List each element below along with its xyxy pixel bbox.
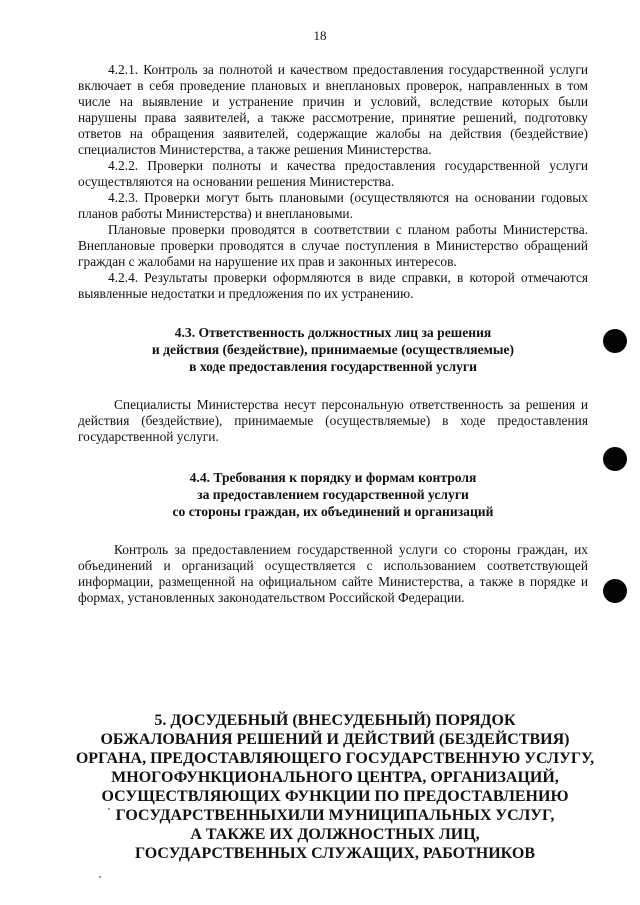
heading-line: МНОГОФУНКЦИОНАЛЬНОГО ЦЕНТРА, ОРГАНИЗАЦИЙ, [111, 769, 559, 786]
section-4-4-heading [78, 469, 588, 520]
heading-line: ГОСУДАРСТВЕННЫХИЛИ МУНИЦИПАЛЬНЫХ УСЛУГ, [115, 807, 555, 824]
heading-line: в ходе предоставления государственной услуги [189, 359, 477, 374]
scan-speck [108, 808, 110, 810]
page-number: 18 [313, 28, 327, 43]
document-body [78, 62, 588, 606]
section-4-3-text: Специалисты Министерства несут персональную ответственность за решения и действия (бездействие), принимаемые (осуществляемые) в ходе предоставления государственной услуги. [78, 397, 588, 444]
heading-line: ОСУЩЕСТВЛЯЮЩИХ ФУНКЦИИ ПО ПРЕДОСТАВЛЕНИЮ [101, 788, 569, 805]
paragraph-planned-checks: Плановые проверки проводятся в соответствии с планом работы Министерства. Внеплановые проверки проводятся в случае поступления в Министерство обращений граждан с жалобами на нарушение их прав и законных интересов. [78, 222, 588, 269]
heading-line: ОБЖАЛОВАНИЯ РЕШЕНИЙ И ДЕЙСТВИЙ (БЕЗДЕЙСТВИЯ) [100, 731, 570, 748]
heading-line: и действия (бездействие), принимаемые (осуществляемые) [151, 342, 515, 357]
section-4-4-text: Контроль за предоставлением государственной услуги со стороны граждан, их объединений и организаций осуществляется с использованием соответствующей информации, размещенной на официальном сайте Министерства, а также в порядке и формах, установленных законодательством Российской Федерации. [78, 542, 588, 605]
heading-line: за предоставлением государственной услуги [197, 487, 469, 502]
heading-line: ГОСУДАРСТВЕННЫХ СЛУЖАЩИХ, РАБОТНИКОВ [135, 845, 535, 862]
paragraph-4-2-3: 4.2.3. Проверки могут быть плановыми (осуществляются на основании годовых планов работы Министерства) и внеплановыми. [78, 190, 588, 221]
heading-line: ОРГАНА, ПРЕДОСТАВЛЯЮЩЕГО ГОСУДАРСТВЕННУЮ УСЛУГУ, [75, 750, 595, 767]
binder-hole-mark [603, 579, 627, 603]
heading-line: 5. ДОСУДЕБНЫЙ (ВНЕСУДЕБНЫЙ) ПОРЯДОК [154, 712, 516, 729]
paragraph-4-2-4: 4.2.4. Результаты проверки оформляются в виде справки, в которой отмечаются выявленные недостатки и предложения по их устранению. [78, 270, 588, 301]
heading-line: А ТАКЖЕ ИХ ДОЛЖНОСТНЫХ ЛИЦ, [190, 826, 480, 843]
paragraph-4-2-2: 4.2.2. Проверки полноты и качества предоставления государственной услуги осуществляются на основании решения Министерства. [78, 158, 588, 189]
heading-line: со стороны граждан, их объединений и организаций [172, 504, 494, 519]
binder-hole-mark [603, 329, 627, 353]
binder-hole-mark [603, 447, 627, 471]
section-4-3-heading [78, 324, 588, 375]
scan-speck [99, 876, 101, 878]
section-5-heading [70, 711, 600, 863]
heading-line: 4.4. Требования к порядку и формам контроля [189, 470, 477, 485]
paragraph-4-2-1: 4.2.1. Контроль за полнотой и качеством предоставления государственной услуги включает в себя проведение плановых и внеплановых проверок, направленных в том числе на выявление и устранение причин и условий, вследствие которых были нарушены права заявителей, а также рассмотрение, принятие решений, подготовку ответов на обращения заявителей, содержащие жалобы на действия (бездействие) специалистов Министерства, а также решения Министерства. [78, 62, 588, 157]
heading-line: 4.3. Ответственность должностных лиц за решения [174, 325, 492, 340]
